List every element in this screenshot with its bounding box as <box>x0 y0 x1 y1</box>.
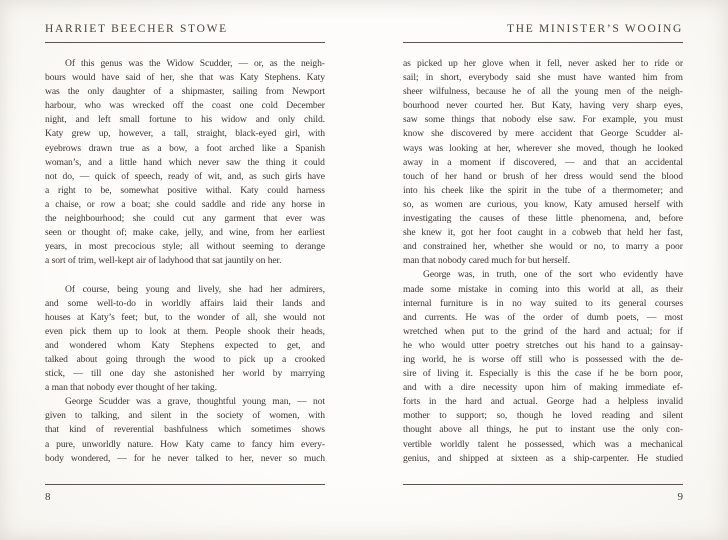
text-line: investigating the causes of these little phenomena, and, before <box>403 213 683 225</box>
text-line: as picked up her glove when it fell, never asked her to ride or <box>403 58 683 69</box>
text-line: vertible worldly talent he possessed, which was a mechanical <box>403 438 683 450</box>
text-line: and constrained her, whether she would or no, to marry a poor <box>403 241 683 253</box>
header-rule <box>45 42 325 43</box>
text-line: and some well-to-do in worldly affairs laid their lands and <box>45 297 325 309</box>
text-line: given to talking, and silent in the society of women, with <box>45 410 325 422</box>
footer-rule <box>403 484 683 485</box>
text-line: touch of her hand or brush of her dress would send the blood <box>403 170 683 182</box>
text-line: sail; in short, everybody said she must have wanted him from <box>403 72 683 84</box>
text-line: talked about going through the wood to pick up a crooked <box>45 353 325 365</box>
text-line: a sort of trim, well-kept air of ladyhood that sat jauntily on her. <box>45 255 282 267</box>
page-right <box>364 0 728 540</box>
paragraph <box>45 283 325 396</box>
text-line: know she discovered by mere accident that George Scudder al- <box>403 128 683 140</box>
page-number-left: 8 <box>45 491 51 503</box>
text-line: bourhood never courted her. But Katy, having very sharp eyes, <box>403 100 683 112</box>
text-line: made some mistake in coming into this world at all, as their <box>403 283 683 295</box>
text-line: harbour, who was wrecked off the coast one cold December <box>45 100 325 112</box>
text-line: ways was looking at her, wherever she moved, though he looked <box>403 142 683 154</box>
footer-rule <box>45 484 325 485</box>
text-line: a man that nobody ever thought of her taking. <box>45 382 217 394</box>
paragraph <box>45 395 325 465</box>
text-line: a chaise, or row a boat; she could saddle and ride any horse in <box>45 198 325 210</box>
page-number-right: 9 <box>677 491 683 503</box>
text-line: he who would utter poetry stretches out his hand to a gainsay- <box>403 339 683 351</box>
text-line: a pure, unworldly nature. How Katy came to fancy him every- <box>45 438 325 450</box>
text-line: was the only daughter of a shipmaster, sailing from Newport <box>45 86 325 98</box>
text-line: that kind of reverential bashfulness which sometimes shows <box>45 424 325 436</box>
text-line: ing world, he is worse off still who is possessed with the de- <box>403 353 683 365</box>
text-line: bours would have said of her, she that was Katy Stephens. Katy <box>45 72 325 84</box>
text-line: genius, and shipped at sixteen as a ship-carpenter. He studied <box>403 452 683 464</box>
text-line: George was, in truth, one of the sort who evidently have <box>423 269 683 281</box>
page-text-right <box>403 57 683 466</box>
text-line: not do, — quick of speech, ready of wit, and, as such girls have <box>45 170 325 182</box>
text-line: away in a moment if discovered, — and that an accidental <box>403 156 683 168</box>
text-line: the neighbourhood; she could cut any garment that ever was <box>45 213 325 225</box>
text-line: years, in most precocious style; all without seeming to derange <box>45 241 325 253</box>
text-line: George Scudder was a grave, thoughtful young man, — not <box>65 396 325 408</box>
text-line: internal furniture is in no way suited to its general courses <box>403 297 683 309</box>
text-line: into his cheek like the spirit in the tube of a thermometer; and <box>403 184 683 196</box>
page-text-left <box>45 57 325 466</box>
text-line: thought above all things, he put to instant use the only con- <box>403 424 683 436</box>
text-line: eyebrows drawn true as a bow, a foot arched like a Spanish <box>45 142 325 154</box>
text-line: sheer wilfulness, because he of all the young men of the neigh- <box>403 86 683 98</box>
text-line: she knew it, got her foot caught in a cobweb that held her fast, <box>403 227 683 239</box>
text-line: Katy grew up, however, a tall, straight, black-eyed girl, with <box>45 128 325 140</box>
text-line: and with a dire necessity upon him of making immediate ef- <box>403 382 683 394</box>
running-header-author: HARRIET BEECHER STOWE <box>45 23 228 35</box>
text-line: stick, — till one day she astonished her world by marrying <box>45 368 325 380</box>
paragraph <box>45 57 325 268</box>
text-line: body wondered, — for he never talked to her, never so much <box>45 452 325 464</box>
header-rule <box>403 42 683 43</box>
text-line: woman’s, and a little hand which never saw the thing it could <box>45 156 325 168</box>
text-line: wretched when put to the grind of the hard and actual; for if <box>403 325 683 337</box>
text-line: and wondered whom Katy Stephens expected to get, and <box>45 339 325 351</box>
text-line: houses at Katy’s feet; but, to the wonder of all, she would not <box>45 311 325 323</box>
text-line: man that nobody cared much for but herself. <box>403 255 570 267</box>
text-line: forts in the hard and actual. George had a helpless invalid <box>403 396 683 408</box>
text-line: even pick them up to look at them. People shook their heads, <box>45 325 325 337</box>
paragraph <box>403 57 683 268</box>
text-line: saw some things that nobody else saw. For example, you must <box>403 114 683 126</box>
text-line: a right to be, somewhat positive withal. Katy could harness <box>45 184 325 196</box>
text-line: sire of living it. Especially is this the case if he be born poor, <box>403 368 683 380</box>
text-line: Of course, being young and lively, she had her admirers, <box>65 283 325 295</box>
text-line: seen or thought of; make cake, jelly, and wine, from her earliest <box>45 227 325 239</box>
text-line: Of this genus was the Widow Scudder, — or, as the neigh- <box>65 58 325 69</box>
text-line: mother to support; so, though he loved reading and silent <box>403 410 683 422</box>
paragraph <box>403 268 683 465</box>
text-line: so, as women are curious, you know, Katy amused herself with <box>403 198 683 210</box>
running-header-title: THE MINISTER’S WOOING <box>506 23 683 35</box>
text-line: night, and left small fortune to his widow and only child. <box>45 114 325 126</box>
text-line: and currents. He was of the order of dumb poets, — most <box>403 311 683 323</box>
